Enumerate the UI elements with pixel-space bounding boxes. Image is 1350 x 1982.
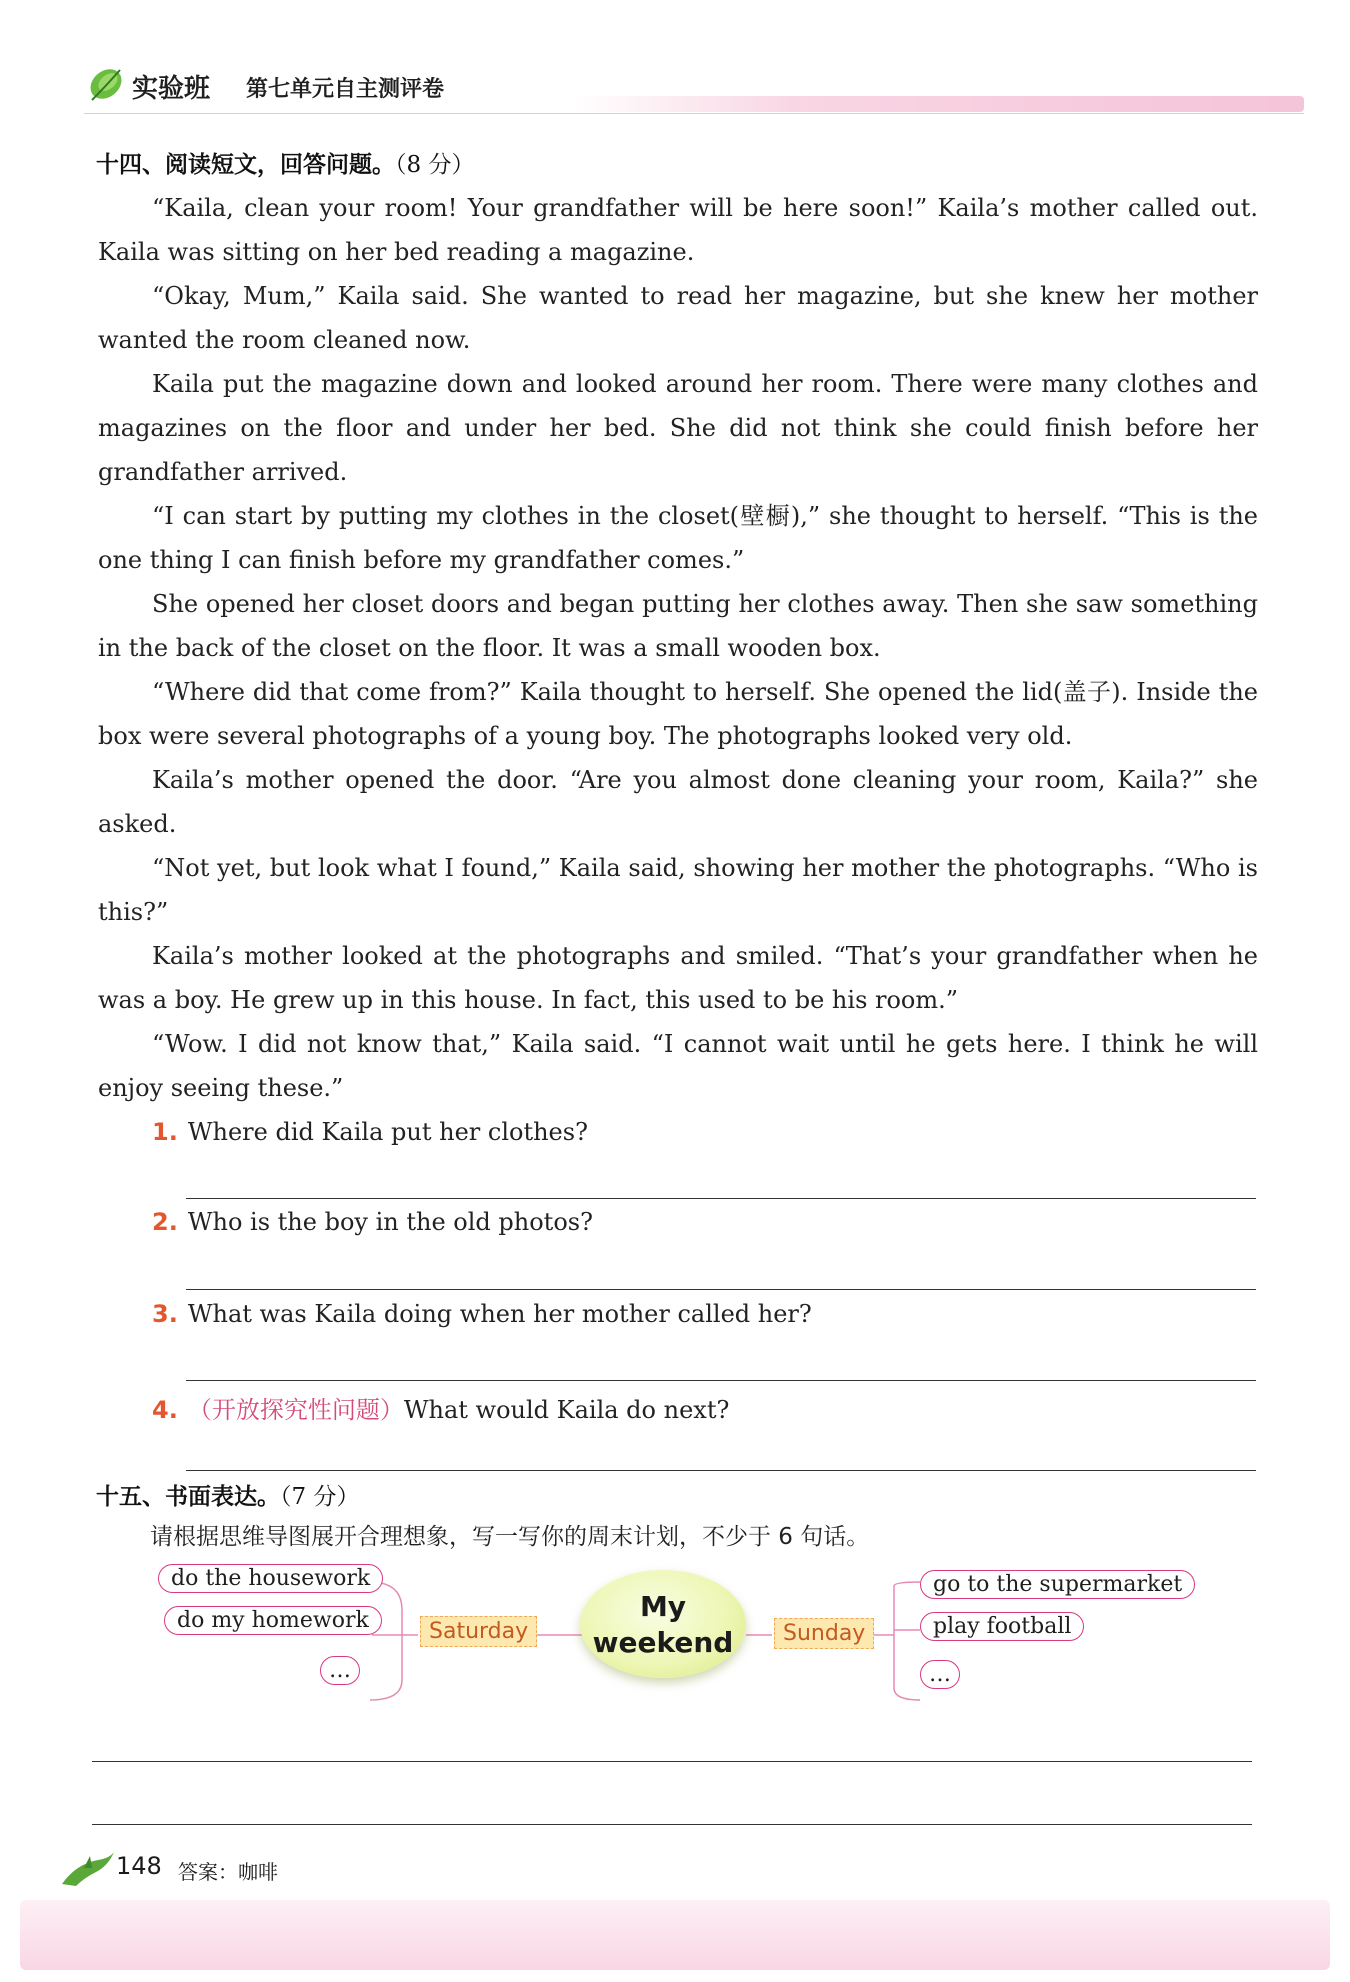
- passage-paragraph: [98, 758, 1258, 846]
- paragraph-text: She opened her closet doors and began putting her clothes away. Then she saw something in the back of the closet on the floor. It was a small wooden box.: [98, 590, 1258, 662]
- page-number: 148: [116, 1852, 162, 1880]
- center-line-2: weekend: [592, 1626, 734, 1659]
- question-4: [152, 1390, 729, 1425]
- paragraph-text: Kaila’s mother looked at the photographs and smiled. “That’s your grandfather when he was a boy. He grew up in this house. In fact, this used to be his room.”: [98, 942, 1258, 1014]
- paragraph-text: “I can start by putting my clothes in the closet(壁橱),” she thought to herself. “This is the one thing I can finish before my grandfather comes.”: [98, 502, 1258, 574]
- question-number: 4.: [152, 1396, 178, 1424]
- writing-instruction: 请根据思维导图展开合理想象，写一写你的周末计划，不少于 6 句话。: [150, 1524, 870, 1550]
- passage-paragraph: [98, 186, 1258, 274]
- writing-line-1[interactable]: [92, 1761, 1252, 1762]
- question-text: What was Kaila doing when her mother called her?: [187, 1300, 812, 1328]
- brand-name: 实验班: [132, 74, 211, 104]
- paragraph-text: “Not yet, but look what I found,” Kaila said, showing her mother the photographs. “Who is this?”: [98, 854, 1258, 926]
- passage-paragraph: [98, 362, 1258, 494]
- sunday-item-2: play football: [920, 1612, 1084, 1641]
- question-number: 2.: [152, 1208, 178, 1236]
- unit-title: 第七单元自主测评卷: [246, 77, 445, 102]
- passage-paragraph: [98, 846, 1258, 934]
- section-15-heading: 十五、书面表达。: [96, 1484, 280, 1510]
- open-question-tag: （开放探究性问题）: [187, 1396, 404, 1424]
- writing-line-2[interactable]: [92, 1824, 1252, 1825]
- question-text: Who is the boy in the old photos?: [187, 1208, 593, 1236]
- paragraph-text: “Where did that come from?” Kaila thought to herself. She opened the lid(盖子). Inside the box were several photographs of a young boy. The photographs looked very old.: [98, 678, 1258, 750]
- passage-paragraph: [98, 670, 1258, 758]
- saturday-item-1: do the housework: [158, 1564, 383, 1593]
- paragraph-text: Kaila put the magazine down and looked around her room. There were many clothes and magazines on the floor and under her bed. She did not think she could finish before her grandfather arrived.: [98, 370, 1258, 486]
- section-15-title: [96, 1478, 359, 1511]
- saturday-label: Saturday: [420, 1616, 537, 1647]
- question-2: [152, 1208, 593, 1236]
- leaf-logo-icon: [84, 60, 130, 106]
- passage-paragraph: [98, 1022, 1258, 1110]
- answer-key: 答案：咖啡: [178, 1860, 278, 1884]
- header-decoration: [574, 96, 1304, 112]
- question-1: [152, 1118, 588, 1146]
- paragraph-text: “Kaila, clean your room! Your grandfather will be here soon!” Kaila’s mother called out. Kaila was sitting on her bed reading a magazine.: [98, 194, 1258, 266]
- question-text: What would Kaila do next?: [403, 1396, 730, 1424]
- passage-paragraph: [98, 494, 1258, 582]
- question-3: [152, 1300, 812, 1328]
- saturday-item-2: do my homework: [164, 1606, 382, 1635]
- answer-line-2[interactable]: [186, 1289, 1256, 1290]
- paragraph-text: Kaila’s mother opened the door. “Are you almost done cleaning your room, Kaila?” she asked.: [98, 766, 1258, 838]
- header-divider: [84, 113, 1304, 114]
- question-number: 1.: [152, 1118, 178, 1146]
- center-line-1: My: [639, 1590, 687, 1623]
- sunday-item-1: go to the supermarket: [920, 1570, 1195, 1599]
- section-14-title: [96, 146, 474, 179]
- paragraph-text: “Okay, Mum,” Kaila said. She wanted to read her magazine, but she knew her mother wanted the room cleaned now.: [98, 282, 1258, 354]
- passage-paragraph: [98, 582, 1258, 670]
- passage-paragraph: [98, 274, 1258, 362]
- question-text: Where did Kaila put her clothes?: [187, 1118, 588, 1146]
- dolphin-icon: [58, 1846, 116, 1890]
- sunday-label: Sunday: [774, 1618, 874, 1649]
- answer-line-3[interactable]: [186, 1380, 1256, 1381]
- footer-decoration: [20, 1900, 1330, 1970]
- weekend-mindmap: [150, 1560, 1200, 1710]
- paragraph-text: “Wow. I did not know that,” Kaila said. “I cannot wait until he gets here. I think he will enjoy seeing these.”: [98, 1030, 1258, 1102]
- section-15-points: （7 分）: [280, 1484, 360, 1510]
- saturday-item-more: …: [320, 1656, 360, 1685]
- page-footer: [0, 1840, 1350, 1982]
- question-number: 3.: [152, 1300, 178, 1328]
- passage-paragraph: [98, 934, 1258, 1022]
- sunday-item-more: …: [920, 1660, 960, 1689]
- section-14-points: （8 分）: [395, 152, 475, 178]
- mindmap-center: [580, 1570, 746, 1678]
- answer-line-4[interactable]: [186, 1470, 1256, 1471]
- page-header: [84, 60, 1304, 120]
- section-14-heading: 十四、阅读短文，回答问题。: [96, 152, 395, 178]
- answer-line-1[interactable]: [186, 1198, 1256, 1199]
